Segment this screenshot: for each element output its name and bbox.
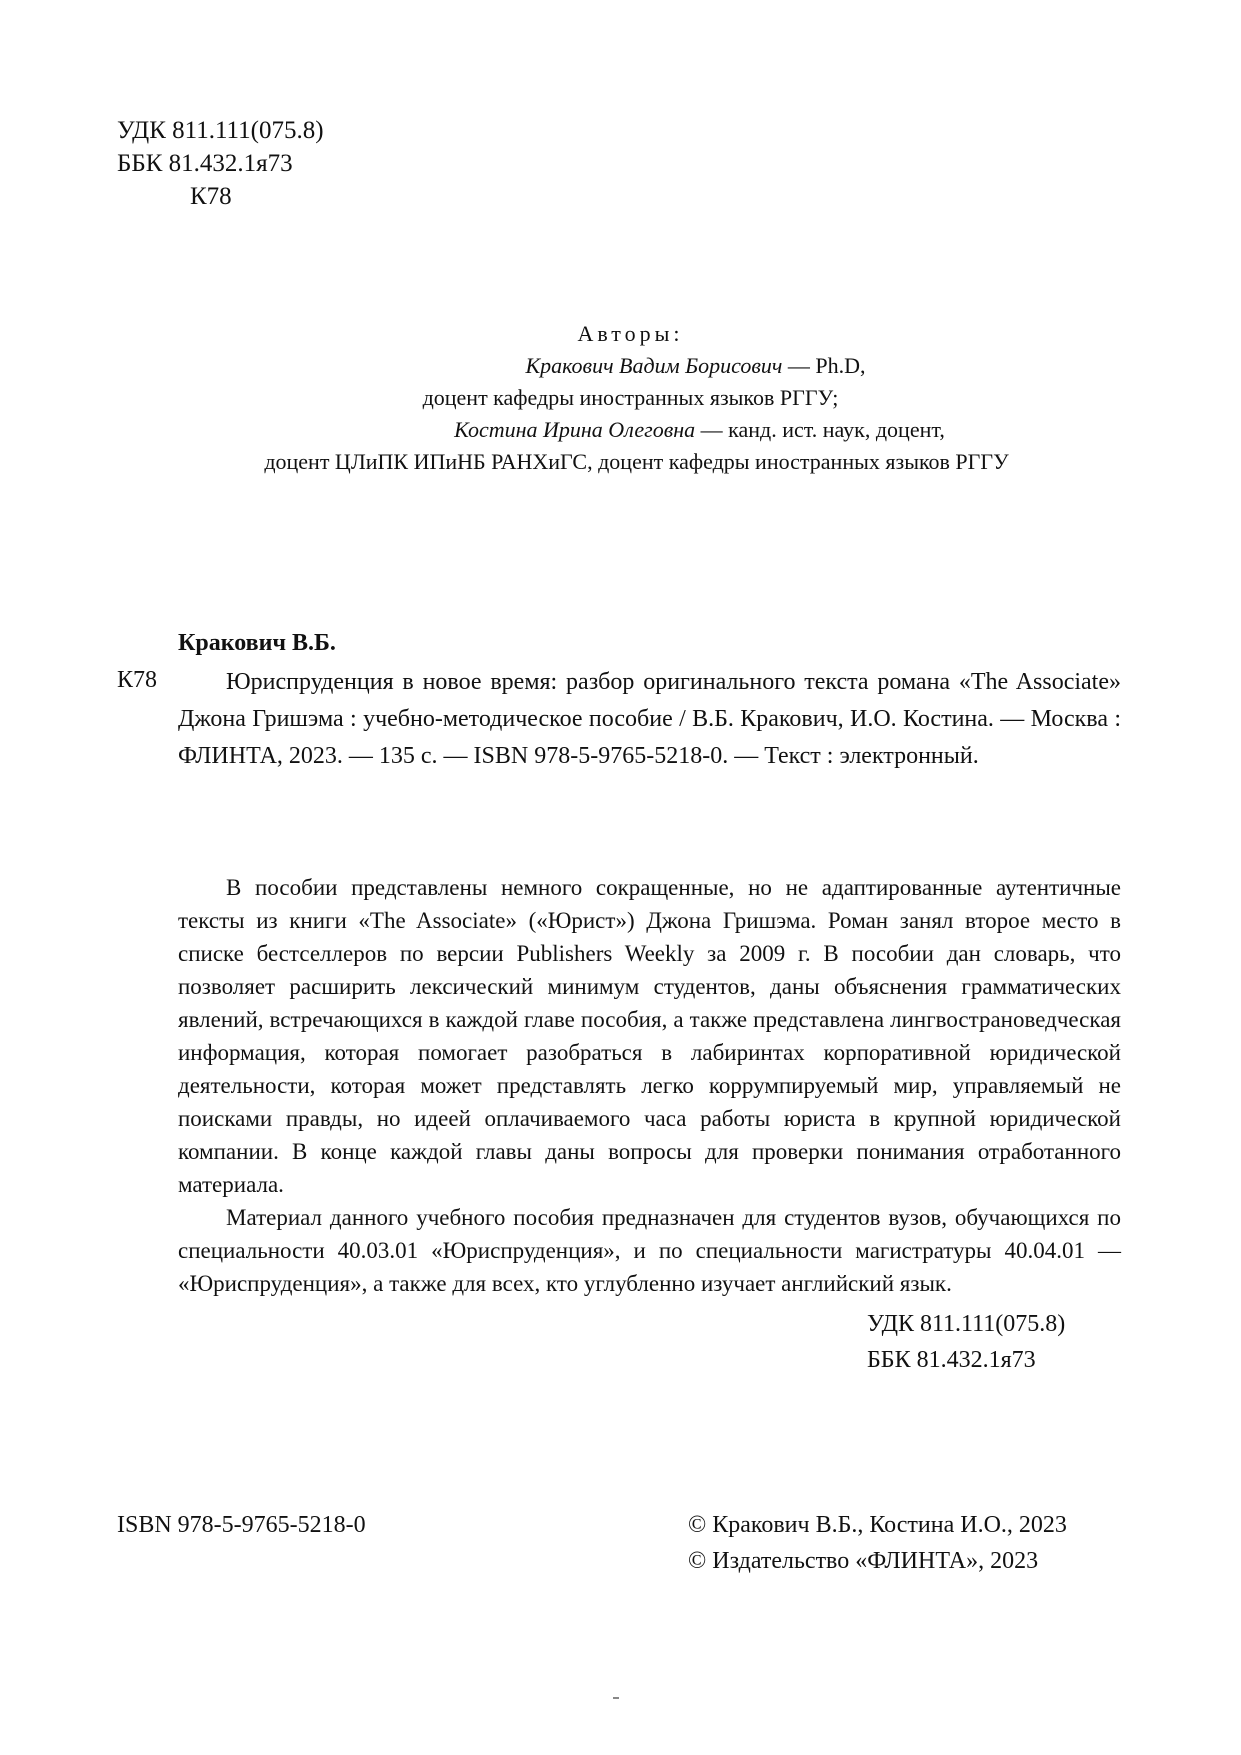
author-1-line (0, 350, 1241, 382)
bbk-code-bottom: ББК 81.432.1я73 (867, 1347, 1036, 1373)
bibliographic-code: К78 (117, 667, 158, 693)
udk-code-top: УДК 811.111(075.8) (117, 117, 324, 144)
udk-code-bottom: УДК 811.111(075.8) (867, 1311, 1066, 1337)
page-mark (613, 1697, 619, 1699)
author-2-degree: — канд. ист. наук, доцент, (695, 417, 945, 442)
annotation (178, 871, 1121, 1300)
author-1-degree: — Ph.D, (782, 353, 866, 378)
author-1-name: Кракович Вадим Борисович (525, 353, 783, 378)
annotation-paragraph-2: Материал данного учебного пособия предназначен для студентов вузов, обучающихся по специальности 40.03.01 «Юриспруденция», и по специальности магистратуры 40.04.01 — «Юриспруденция», а также для всех, кто углубленно изучает английский язык. (178, 1205, 1121, 1296)
copyright-authors: © Кракович В.Б., Костина И.О., 2023 (688, 1512, 1067, 1538)
author-2-name: Костина Ирина Олеговна (454, 417, 696, 442)
author-sign-code-top: К78 (190, 183, 232, 210)
author-2-line (0, 414, 1241, 446)
annotation-paragraph-1: В пособии представлены немного сокращенные, но не адаптированные аутентичные тексты из книги «The Associate» («Юрист») Джона Гришэма. Роман занял второе место в списке бестселлеров по версии Publishers Weekly за 2009 г. В пособии дан словарь, что позволяет расширить лексический минимум студентов, даны объяснения грамматических явлений, встречающихся в каждой главе пособия, а также представлена лингвострановедческая информация, которая помогает разобраться в лабиринтах корпоративной юридической деятельности, которая может представлять легко коррумпируемый мир, управляемый не поисками правды, но идеей оплачиваемого часа работы юриста в крупной юридической компании. В конце каждой главы даны вопросы для проверки понимания отработанного материала. (178, 875, 1121, 1197)
isbn: ISBN 978-5-9765-5218-0 (117, 1512, 366, 1538)
copyright-block (688, 1507, 1067, 1579)
authors-block (0, 318, 1241, 478)
authors-heading: Авторы: (577, 321, 684, 346)
bibliographic-description (178, 664, 1121, 775)
bbk-code-top: ББК 81.432.1я73 (117, 150, 293, 177)
bottom-classification (867, 1306, 1065, 1378)
top-classification (117, 114, 324, 213)
author-2-position: доцент ЦЛиПК ИПиНБ РАНХиГС, доцент кафедры иностранных языков РГГУ (264, 449, 1009, 474)
bibliographic-description-text: Юриспруденция в новое время: разбор оригинального текста романа «The Associate» Джона Гришэма : учебно-методическое пособие / В.Б. Кракович, И.О. Костина. — Москва : ФЛИНТА, 2023. — 135 с. — ISBN 978-5-9765-5218-0. — Текст : электронный. (178, 669, 1121, 769)
copyright-publisher: © Издательство «ФЛИНТА», 2023 (688, 1548, 1039, 1574)
bibliographic-main-author: Кракович В.Б. (178, 630, 336, 656)
author-1-position: доцент кафедры иностранных языков РГГУ; (422, 385, 839, 410)
